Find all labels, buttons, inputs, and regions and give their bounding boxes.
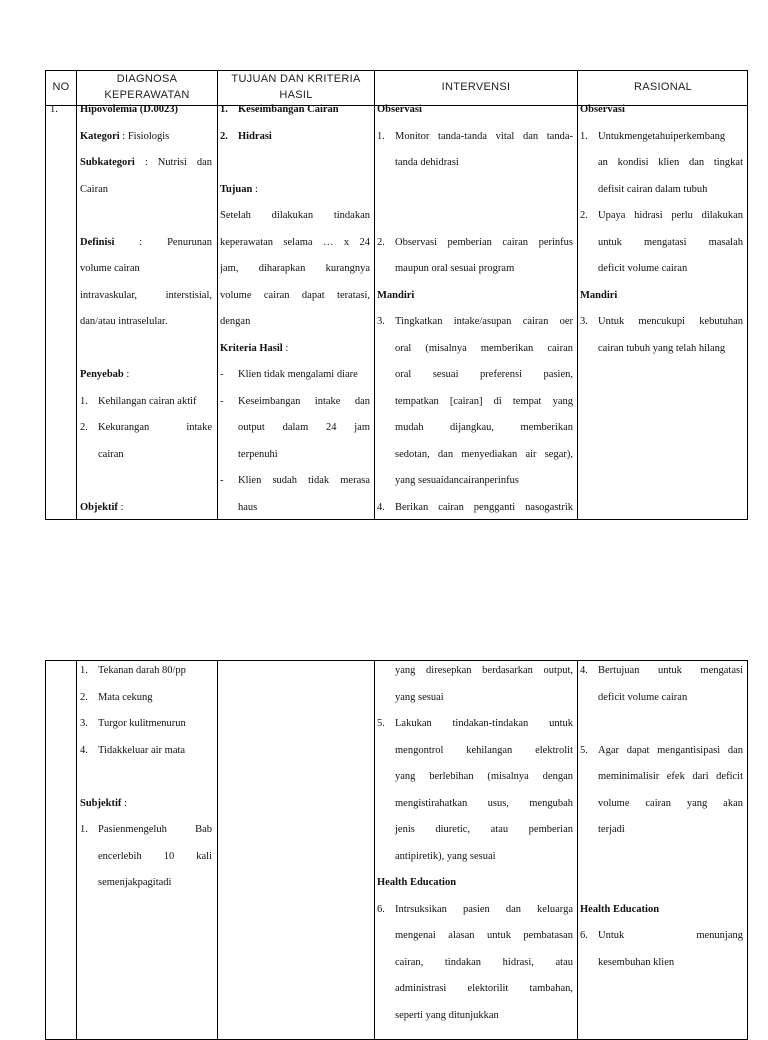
list-item-text: Tidakkeluar air mata — [98, 744, 186, 756]
text-line — [80, 791, 212, 818]
list-marker: 2. — [220, 130, 228, 142]
text-line — [220, 389, 370, 416]
labeled-field — [220, 336, 370, 363]
text-line — [377, 336, 573, 363]
header-diagnosa-line: KEPERAWATAN — [104, 89, 190, 101]
tujuan-cell — [220, 97, 370, 521]
list-marker: 1. — [580, 130, 588, 142]
list-marker: 2. — [80, 422, 88, 433]
text-line — [377, 844, 573, 871]
rasional-cell — [580, 658, 743, 976]
list-marker: 1. — [377, 130, 385, 142]
text-line — [377, 711, 573, 738]
text-line — [580, 336, 743, 363]
field-label: Kriteria Hasil — [220, 342, 283, 354]
intervensi-cell — [377, 97, 573, 521]
list-marker: - — [220, 369, 224, 380]
text: jam, diharapkan kurangnya — [220, 263, 370, 274]
header-rasional-label: RASIONAL — [633, 81, 693, 94]
text-line — [80, 389, 212, 416]
list-item-text: Lakukan tindakan-tindakan untuk — [395, 718, 573, 729]
text-line — [377, 362, 573, 389]
list-marker: 3. — [377, 316, 385, 327]
intervensi-cell — [377, 658, 573, 1029]
text-line — [377, 870, 573, 897]
text-line — [580, 870, 743, 897]
list-marker: 2. — [580, 210, 588, 221]
text-line — [377, 97, 573, 124]
list-item-text: Kehilangan cairan aktif — [98, 395, 197, 407]
text-line — [80, 495, 212, 522]
continuation-text: jenis diuretic, atau pemberian — [395, 824, 573, 835]
text-line — [80, 256, 212, 283]
header-no-label: NO — [52, 81, 70, 94]
continuation-text: tanda dehidrasi — [395, 157, 459, 168]
continuation-text: untuk mengatasi masalah — [598, 236, 743, 248]
text-line — [80, 124, 212, 151]
field-value: : — [121, 797, 127, 809]
text-line — [580, 738, 743, 765]
text-line — [377, 150, 573, 177]
text-line — [80, 415, 212, 442]
continuation-text: yang diresepkan berdasarkan output, — [395, 665, 573, 676]
text: volume cairan — [80, 263, 140, 274]
text-line — [377, 764, 573, 791]
list-item-text: Upaya hidrasi perlu dilakukan — [598, 210, 743, 221]
continuation-text: volume cairan yang akan — [598, 797, 743, 809]
list-marker: 2. — [80, 691, 88, 703]
text-line — [377, 817, 573, 844]
list-item-text: Hidrasi — [238, 130, 272, 142]
section-heading: Mandiri — [377, 289, 415, 301]
list-marker: 6. — [580, 930, 588, 941]
list-item-text: Kekurangan intake — [98, 422, 212, 433]
column-divider — [217, 71, 218, 519]
continuation-text: yang berlebihan (misalnya dengan — [395, 771, 573, 782]
continuation-text: mudah dijangkau, memberikan — [395, 422, 573, 433]
text-line — [80, 817, 212, 844]
field-value: : — [117, 501, 124, 513]
text-line — [80, 738, 212, 765]
labeled-field — [80, 150, 212, 177]
text-line — [580, 256, 743, 283]
field-label: Kategori — [80, 130, 120, 142]
text-line — [377, 658, 573, 685]
continuation-text: yang sesuaidancairanperinfus — [395, 475, 519, 486]
text-line — [377, 738, 573, 765]
field-value: : — [282, 342, 289, 354]
continuation-text: haus — [238, 501, 258, 513]
text-line — [220, 97, 370, 124]
labeled-field — [220, 177, 370, 204]
field-label: Definisi — [80, 236, 115, 248]
list-item-text: Berikan cairan pengganti nasogastrik — [395, 501, 573, 513]
text-line — [580, 203, 743, 230]
field-label: Subkategori — [80, 157, 135, 168]
rasional-cell — [580, 97, 743, 362]
care-plan-table-page-2 — [45, 660, 748, 1040]
header-intervensi-label: INTERVENSI — [441, 81, 511, 94]
field-label: Objektif — [80, 501, 118, 513]
continuation-text: cairan — [98, 448, 124, 460]
text-line — [80, 150, 212, 177]
list-item-text: Untuk menunjang — [598, 930, 743, 941]
text-line — [80, 230, 212, 257]
text-line — [80, 870, 212, 897]
text-line — [580, 309, 743, 336]
field-value: : — [252, 183, 258, 195]
text-line — [220, 124, 370, 151]
text-line — [377, 1003, 573, 1030]
section-heading: Health Education — [580, 903, 660, 915]
list-marker: 1. — [80, 665, 88, 676]
list-item-text: Keseimbangan Cairan — [238, 104, 339, 115]
continuation-text: encerlebih 10 kali — [98, 850, 212, 862]
list-marker: 4. — [80, 744, 88, 756]
text-line — [80, 97, 212, 124]
field-value: : Nutrisi dan — [134, 157, 212, 168]
column-divider — [217, 661, 218, 1039]
text-line — [377, 976, 573, 1003]
text: dan/atau intraselular. — [80, 316, 168, 327]
text-line — [377, 442, 573, 469]
header-tujuan-line: TUJUAN DAN KRITERIA — [231, 73, 361, 86]
field-label: Penyebab — [80, 369, 124, 380]
text-line — [220, 230, 370, 257]
continuation-text: oral sesuai preferensi pasien, — [395, 369, 573, 380]
continuation-text: cairan tubuh yang telah hilang — [598, 342, 726, 354]
text-line — [580, 897, 743, 924]
text-line — [220, 283, 370, 310]
labeled-field — [80, 230, 212, 257]
header-tujuan-line: HASIL — [279, 89, 313, 101]
text-line — [580, 817, 743, 844]
text-line — [580, 150, 743, 177]
text-line — [377, 177, 573, 204]
continuation-text: seperti yang ditunjukkan — [395, 1009, 499, 1021]
text-line — [220, 309, 370, 336]
column-divider — [374, 661, 375, 1039]
text-line — [377, 468, 573, 495]
text-line — [80, 711, 212, 738]
text: volume cairan dapat teratasi, — [220, 289, 370, 301]
list-marker: - — [220, 475, 224, 486]
text-line — [220, 495, 370, 522]
continuation-text: mengenai alasan untuk pembatasan — [395, 930, 573, 941]
list-marker: 5. — [377, 718, 385, 729]
text-line — [377, 283, 573, 310]
field-label: Subjektif — [80, 797, 122, 809]
continuation-text: deficit volume cairan — [598, 691, 688, 703]
list-item-text: Mata cekung — [98, 691, 153, 703]
list-item-text: Klien sudah tidak merasa — [238, 475, 370, 486]
text-line — [580, 923, 743, 950]
continuation-text: semenjakpagitadi — [98, 877, 172, 888]
diagnosa-cell — [80, 658, 212, 897]
field-value: : Fisiologis — [119, 130, 170, 142]
list-item-text: Keseimbangan intake dan — [238, 395, 370, 407]
list-marker: 4. — [377, 501, 385, 513]
continuation-text: yang sesuai — [395, 691, 444, 703]
list-marker: 4. — [580, 665, 588, 676]
continuation-text: an kondisi klien dan tingkat — [598, 157, 743, 168]
text-line — [377, 415, 573, 442]
list-marker: 6. — [377, 903, 385, 915]
text-line — [220, 150, 370, 177]
text-line — [377, 124, 573, 151]
column-divider — [76, 661, 77, 1039]
text-line — [377, 950, 573, 977]
column-divider — [577, 71, 578, 519]
text-line — [220, 415, 370, 442]
section-heading: Hipovolemia (D.0023) — [80, 104, 178, 115]
text-line — [377, 203, 573, 230]
section-heading: Mandiri — [580, 289, 618, 301]
text-line — [580, 764, 743, 791]
list-item-text: Untukmengetahuiperkembang — [598, 130, 726, 142]
continuation-text: defisit cairan dalam tubuh — [598, 183, 708, 195]
continuation-text: deficit volume cairan — [598, 263, 688, 274]
field-value: : — [123, 369, 130, 380]
text-line — [580, 97, 743, 124]
text-line — [220, 336, 370, 363]
section-heading: Observasi — [580, 104, 625, 115]
text-line — [580, 685, 743, 712]
text-line — [580, 124, 743, 151]
row-number — [50, 97, 74, 124]
continuation-text: terpenuhi — [238, 448, 278, 460]
list-item-text: Monitor tanda-tanda vital dan tanda- — [395, 130, 573, 142]
list-marker: 3. — [80, 718, 88, 729]
labeled-field — [80, 124, 212, 151]
text-line — [220, 256, 370, 283]
text-line — [377, 495, 573, 522]
list-marker: 1. — [220, 104, 228, 115]
text-line — [80, 468, 212, 495]
list-item-text: Untuk mencukupi kebutuhan — [598, 316, 743, 327]
list-marker: 3. — [580, 316, 588, 327]
section-heading: Health Education — [377, 877, 457, 888]
labeled-field — [80, 495, 212, 522]
text-line — [377, 897, 573, 924]
labeled-field — [80, 791, 212, 818]
column-divider — [374, 71, 375, 519]
column-divider — [577, 661, 578, 1039]
text-line — [80, 203, 212, 230]
text-line — [80, 685, 212, 712]
text-line — [220, 203, 370, 230]
text-line — [580, 950, 743, 977]
list-marker: - — [220, 395, 224, 407]
list-marker: 1. — [80, 824, 88, 835]
continuation-text: terjadi — [598, 824, 625, 835]
continuation-text: maupun oral sesuai program — [395, 263, 515, 274]
text-line — [580, 711, 743, 738]
text-line — [220, 442, 370, 469]
text: Cairan — [80, 183, 108, 195]
text-line — [80, 844, 212, 871]
continuation-text: kesembuhan klien — [598, 956, 675, 968]
field-value: : Penurunan — [114, 236, 212, 248]
text-line — [220, 468, 370, 495]
text-line — [580, 791, 743, 818]
continuation-text: administrasi elektorilit tambahan, — [395, 983, 573, 994]
text-line — [377, 923, 573, 950]
text-line — [80, 658, 212, 685]
list-marker: 2. — [377, 236, 385, 248]
text-line — [80, 442, 212, 469]
continuation-text: cairan, tindakan hidrasi, atau — [395, 956, 573, 968]
text: keperawatan selama … x 24 — [220, 236, 370, 248]
diagnosa-cell — [80, 97, 212, 521]
list-marker: 1. — [80, 395, 88, 407]
text-line — [80, 764, 212, 791]
text-line — [80, 362, 212, 389]
list-item-text: Agar dapat mengantisipasi dan — [598, 744, 743, 756]
continuation-text: oral (misalnya memberikan cairan — [395, 342, 573, 354]
text-line — [377, 256, 573, 283]
care-plan-table-page-1 — [45, 70, 748, 520]
text-line — [220, 362, 370, 389]
list-marker: 5. — [580, 744, 588, 756]
continuation-text: mengistirahatkan usus, mengubah — [395, 797, 573, 809]
text-line — [580, 230, 743, 257]
text-line — [580, 844, 743, 871]
continuation-text: output dalam 24 jam — [238, 422, 370, 433]
text-line — [220, 177, 370, 204]
text: Setelah dilakukan tindakan — [220, 210, 370, 221]
list-item-text: Intrsuksikan pasien dan keluarga — [395, 903, 573, 915]
text: intravaskular, interstisial, — [80, 289, 212, 301]
text-line — [580, 177, 743, 204]
text-line — [377, 389, 573, 416]
list-item-text: Turgor kulitmenurun — [98, 718, 186, 729]
text: dengan — [220, 316, 251, 327]
continuation-text: tempatkan [cairan] di tempat yang — [395, 395, 573, 407]
text-line — [377, 685, 573, 712]
continuation-text: mengontrol kehilangan elektrolit — [395, 744, 573, 756]
text-line — [80, 336, 212, 363]
continuation-text: sedotan, dan menyediakan air segar), — [395, 448, 573, 460]
text-line — [580, 283, 743, 310]
section-heading: Observasi — [377, 104, 422, 115]
field-label: Tujuan — [220, 183, 253, 195]
text-line — [377, 230, 573, 257]
list-item-text: Tekanan darah 80/pp — [98, 665, 186, 676]
text-line — [377, 309, 573, 336]
continuation-text: antipiretik), yang sesuai — [395, 850, 496, 862]
list-item-text: Bertujuan untuk mengatasi — [598, 665, 743, 676]
list-item-text: Pasienmengeluh Bab — [98, 824, 212, 835]
text-line — [580, 658, 743, 685]
header-diagnosa-line: DIAGNOSA — [116, 73, 178, 86]
list-item-text: Klien tidak mengalami diare — [238, 369, 358, 380]
continuation-text: meminimalisir efek dari deficit — [598, 771, 743, 782]
column-divider — [76, 71, 77, 519]
text-line — [80, 309, 212, 336]
text-line — [377, 791, 573, 818]
text-line — [80, 177, 212, 204]
list-item-text: Tingkatkan intake/asupan cairan oer — [395, 316, 573, 327]
text-line — [80, 283, 212, 310]
list-item-text: Observasi pemberian cairan perinfus — [395, 236, 573, 248]
labeled-field — [80, 362, 212, 389]
row-number-label: 1. — [50, 104, 58, 115]
